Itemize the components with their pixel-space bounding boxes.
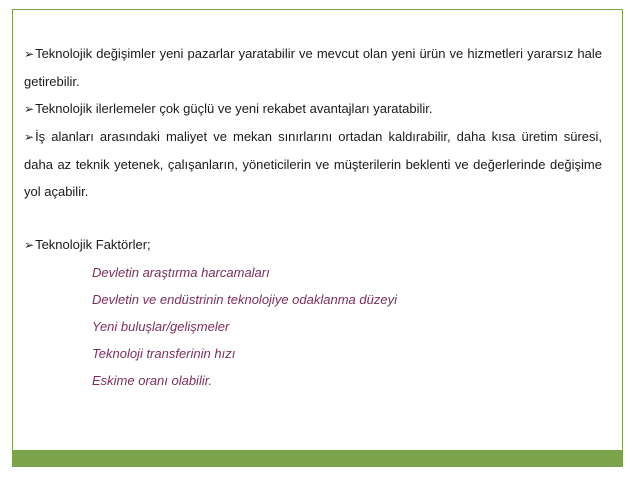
slide-content <box>24 40 602 394</box>
arrow-bullet-icon: ➢ <box>24 130 35 144</box>
bullet-item <box>24 40 602 95</box>
factor-item: Devletin araştırma harcamaları <box>92 265 270 280</box>
bullet-text: Teknolojik ilerlemeler çok güçlü ve yeni rekabet avantajları yaratabilir. <box>35 101 433 116</box>
factor-item: Yeni buluşlar/gelişmeler <box>92 319 230 334</box>
bullet-text: Teknolojik değişimler yeni pazarlar yaratabilir ve mevcut olan yeni ürün ve hizmetleri yararsız hale getirebilir. <box>24 46 602 89</box>
arrow-bullet-icon: ➢ <box>24 102 35 116</box>
arrow-bullet-icon: ➢ <box>24 47 35 61</box>
factor-item: Devletin ve endüstrinin teknolojiye odaklanma düzeyi <box>92 292 397 307</box>
factor-item: Eskime oranı olabilir. <box>92 373 213 388</box>
bullet-item <box>24 95 602 123</box>
factors-heading-text: Teknolojik Faktörler; <box>35 237 151 252</box>
arrow-bullet-icon: ➢ <box>24 238 35 252</box>
footer-bar <box>12 450 623 467</box>
bullet-item <box>24 123 602 205</box>
bullet-text: İş alanları arasındaki maliyet ve mekan sınırlarını ortadan kaldırabilir, daha kısa üretim süresi, daha az teknik yetenek, çalışanların, yöneticilerin ve müşterilerin beklenti ve değerlerinde değişime yol açabilir. <box>24 129 602 199</box>
factor-item: Teknoloji transferinin hızı <box>92 346 236 361</box>
factors-heading <box>24 231 602 259</box>
spacer <box>24 205 602 231</box>
